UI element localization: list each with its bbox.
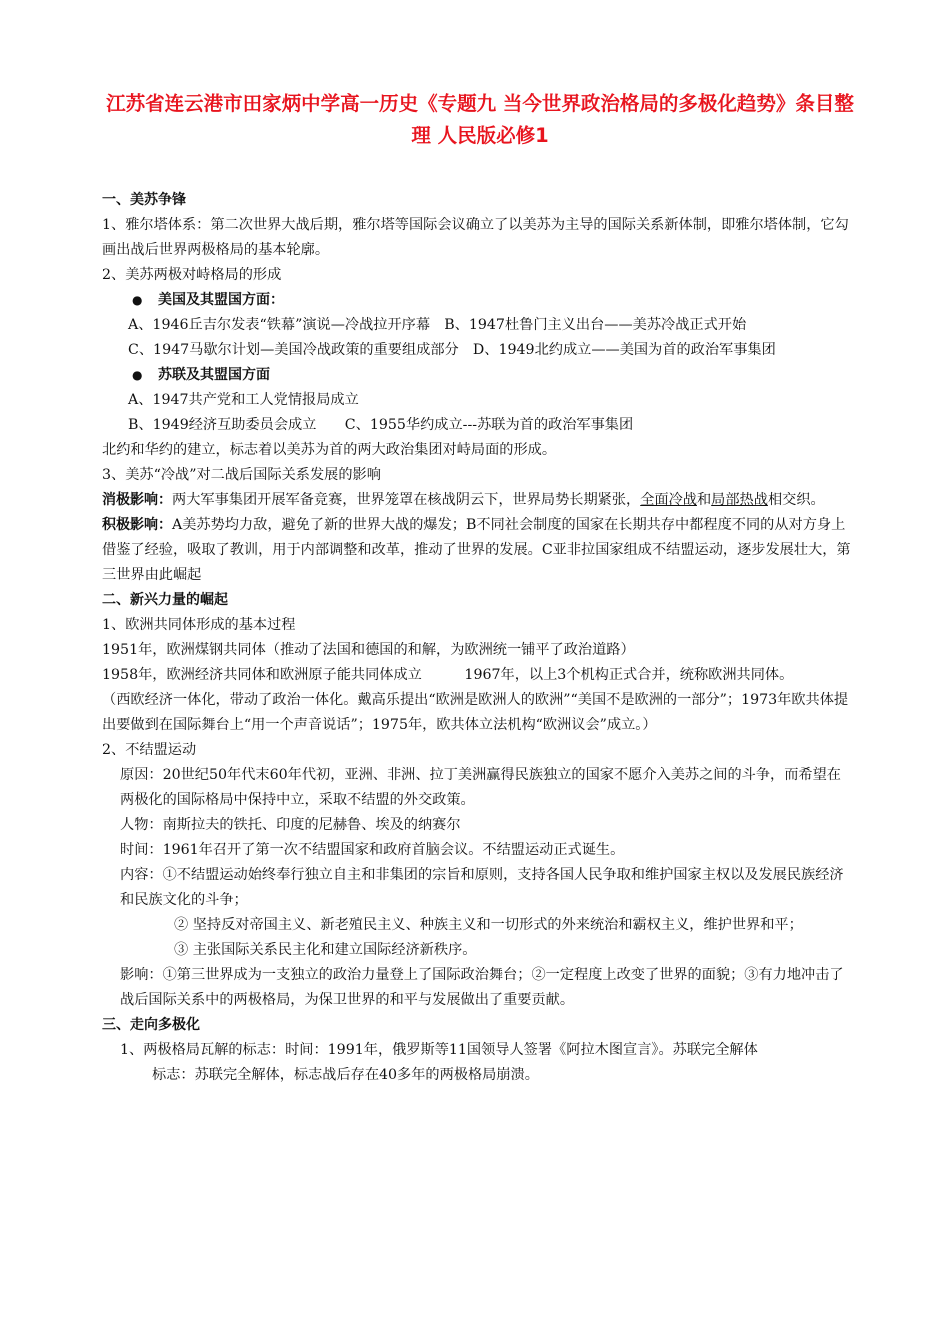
paragraph: 1951年，欧洲煤钢共同体（推动了法国和德国的和解，为欧洲统一铺平了政治道路）: [102, 642, 635, 658]
paragraph: 2、美苏两极对峙格局的形成: [102, 267, 282, 283]
paragraph: 标志：苏联完全解体，标志战后存在40多年的两极格局崩溃。: [152, 1067, 539, 1083]
bullet-item: [102, 288, 852, 313]
paragraph: 北约和华约的建立，标志着以美苏为首的两大政治集团对峙局面的形成。: [102, 442, 557, 458]
paragraph: ② 坚持反对帝国主义、新老殖民主义、种族主义和一切形式的外来统治和霸权主义，维护世界和平；: [174, 917, 803, 933]
paragraph: A、1946丘吉尔发表“铁幕”演说—冷战拉开序幕 B、1947杜鲁门主义出台——美苏冷战正式开始: [128, 317, 747, 333]
bullet-label: 美国及其盟国方面：: [158, 292, 284, 308]
paragraph: 时间：1961年召开了第一次不结盟国家和政府首脑会议。不结盟运动正式诞生。: [120, 842, 625, 858]
text-span: 和: [696, 492, 712, 508]
document-title: 江苏省连云港市田家炳中学高一历史《专题九 当今世界政治格局的多极化趋势》条目整理 人民版必修1: [106, 92, 854, 147]
document-body: [102, 188, 852, 1088]
positive-impact-paragraph: [102, 513, 852, 588]
paragraph: 影响：①第三世界成为一支独立的政治力量登上了国际政治舞台；②一定程度上改变了世界的面貌；③有力地冲击了战后国际关系中的两极格局，为保卫世界的和平与发展做出了重要贡献。: [120, 967, 844, 1008]
negative-impact-label: 消极影响：: [102, 492, 172, 508]
paragraph: 1、欧洲共同体形成的基本过程: [102, 617, 296, 633]
negative-impact-paragraph: [102, 488, 852, 513]
section-heading-3: 三、走向多极化: [102, 1017, 200, 1033]
text-span: 两大军事集团开展军备竞赛，世界笼罩在核战阴云下，世界局势长期紧张，: [172, 492, 641, 508]
paragraph: ③ 主张国际关系民主化和建立国际经济新秩序。: [174, 942, 477, 958]
underlined-term: 全面冷战: [640, 492, 697, 508]
bullet-item: [102, 363, 852, 388]
positive-impact-label: 积极影响：: [102, 517, 172, 533]
paragraph: B、1949经济互助委员会成立 C、1955华约成立---苏联为首的政治军事集团: [128, 417, 634, 433]
paragraph: 2、不结盟运动: [102, 742, 197, 758]
text-span: 相交织。: [767, 492, 825, 508]
paragraph: 内容：①不结盟运动始终奉行独立自主和非集团的宗旨和原则，支持各国人民争取和维护国家主权以及发展民族经济和民族文化的斗争；: [120, 867, 844, 908]
bullet-label: 苏联及其盟国方面: [158, 367, 270, 383]
paragraph: 1、两极格局瓦解的标志：时间：1991年，俄罗斯等11国领导人签署《阿拉木图宣言》。苏联完全解体: [120, 1042, 758, 1058]
paragraph: （西欧经济一体化，带动了政治一体化。戴高乐提出“欧洲是欧洲人的欧洲”“美国不是欧洲的一部分”；1973年欧共体提出要做到在国际舞台上“用一个声音说话”；1975年，欧共体立法机构“欧洲议会”成立。）: [102, 692, 849, 733]
underlined-term: 局部热战: [711, 492, 768, 508]
bullet-icon: ●: [132, 368, 143, 382]
paragraph: 人物：南斯拉夫的铁托、印度的尼赫鲁、埃及的纳赛尔: [120, 817, 461, 833]
paragraph: 原因：20世纪50年代末60年代初，亚洲、非洲、拉丁美洲赢得民族独立的国家不愿介入美苏之间的斗争，而希望在两极化的国际格局中保持中立，采取不结盟的外交政策。: [120, 767, 841, 808]
paragraph: A、1947共产党和工人党情报局成立: [128, 392, 359, 408]
bullet-icon: ●: [132, 293, 143, 307]
paragraph: 1、雅尔塔体系：第二次世界大战后期，雅尔塔等国际会议确立了以美苏为主导的国际关系新体制，即雅尔塔体制，它勾画出战后世界两极格局的基本轮廓。: [102, 217, 849, 258]
section-heading-1: 一、美苏争锋: [102, 192, 186, 208]
paragraph: 3、美苏“冷战”对二战后国际关系发展的影响: [102, 467, 381, 483]
text-span: A美苏势均力敌，避免了新的世界大战的爆发；B不同社会制度的国家在长期共存中都程度不同的从对方身上借鉴了经验，吸取了教训，用于内部调整和改革，推动了世界的发展。C亚非拉国家组成不结盟运动，逐步发展壮大，第三世界由此崛起: [102, 517, 851, 583]
paragraph: 1958年，欧洲经济共同体和欧洲原子能共同体成立 1967年，以上3个机构正式合并，统称欧洲共同体。: [102, 667, 794, 683]
section-heading-2: 二、新兴力量的崛起: [102, 592, 228, 608]
paragraph: C、1947马歇尔计划—美国冷战政策的重要组成部分 D、1949北约成立——美国为首的政治军事集团: [128, 342, 776, 358]
